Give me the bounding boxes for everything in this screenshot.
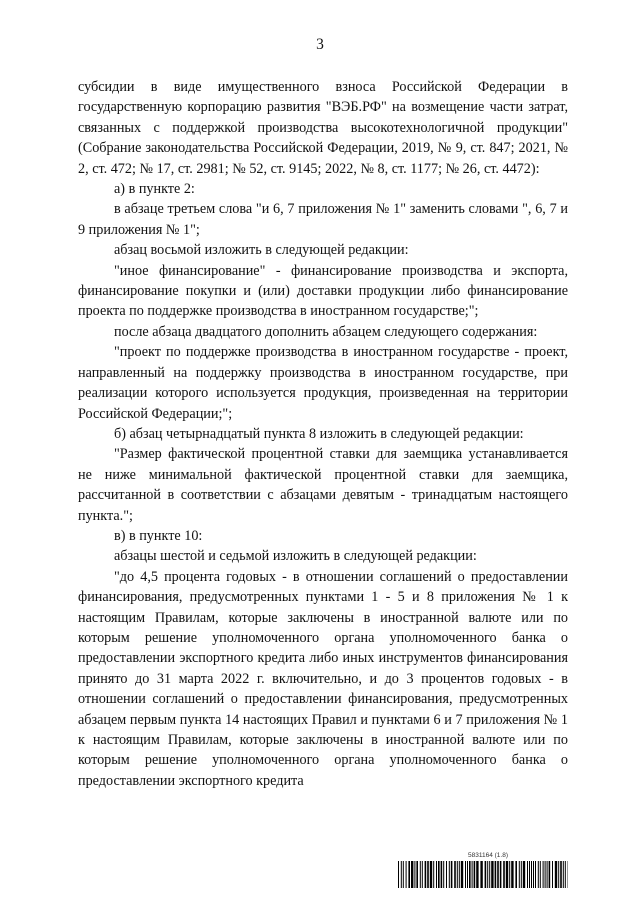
paragraph: б) абзац четырнадцатый пункта 8 изложить в следующей редакции:: [114, 425, 524, 442]
paragraph: "Размер фактической процентной ставки для заемщика устанавливается не ниже минимальной фактической процентной ставки для заемщика, рассчитанной в соответствии с абзацами девятым - тринадцатым настоящего пункта.";: [78, 446, 568, 524]
barcode-block: [398, 852, 568, 892]
paragraph: субсидии в виде имущественного взноса Российской Федерации в государственную корпорацию развития "ВЭБ.РФ" на возмещение части затрат, связанных с поддержкой производства высокотехнологичной продукции" (Собрание законодательства Российской Федерации, 2019, № 9, ст. 847; 2021, № 2, ст. 472; № 17, ст. 2981; № 52, ст. 9145; 2022, № 8, ст. 1177; № 26, ст. 4472):: [78, 79, 568, 177]
paragraph: а) в пункте 2:: [114, 181, 195, 198]
paragraph: "иное финансирование" - финансирование производства и экспорта, финансирование покупки и (или) доставки продукции либо финансирование проекта по поддержке производства в иностранном государстве;";: [78, 262, 568, 320]
paragraph: в абзаце третьем слова "и 6, 7 приложения № 1" заменить словами ", 6, 7 и 9 приложения № 1";: [78, 201, 568, 238]
paragraph: абзацы шестой и седьмой изложить в следующей редакции:: [114, 548, 477, 565]
barcode-icon: [398, 861, 568, 888]
paragraph: в) в пункте 10:: [114, 527, 203, 544]
paragraph: "проект по поддержке производства в иностранном государстве - проект, направленный на поддержку производства в иностранном государстве, при реализации которого используется продукция, произведенная на территории Российской Федерации;";: [78, 344, 568, 422]
paragraph: "до 4,5 процента годовых - в отношении соглашений о предоставлении финансирования, предусмотренных пунктами 1 - 5 и 8 приложения № 1 к настоящим Правилам, которые заключены в иностранной валюте или по которым решение уполномоченного органа уполномоченного банка о предоставлении экспортного кредита либо иных инструментов финансирования принято до 31 марта 2022 г. включительно, и до 3 процентов годовых - в отношении соглашений о предоставлении финансирования, предусмотренных абзацем первым пункта 14 настоящих Правил и пунктами 6 и 7 приложения № 1 к настоящим Правилам, которые заключены в иностранной валюте или по которым решение уполномоченного органа уполномоченного банка о предоставлении экспортного кредита: [78, 568, 568, 789]
paragraph: абзац восьмой изложить в следующей редакции:: [114, 242, 409, 259]
document-body: [78, 77, 568, 791]
paragraph: после абзаца двадцатого дополнить абзацем следующего содержания:: [114, 323, 538, 340]
barcode-label: 5831164 (1.8): [468, 852, 508, 859]
page-number: 3: [316, 36, 324, 53]
